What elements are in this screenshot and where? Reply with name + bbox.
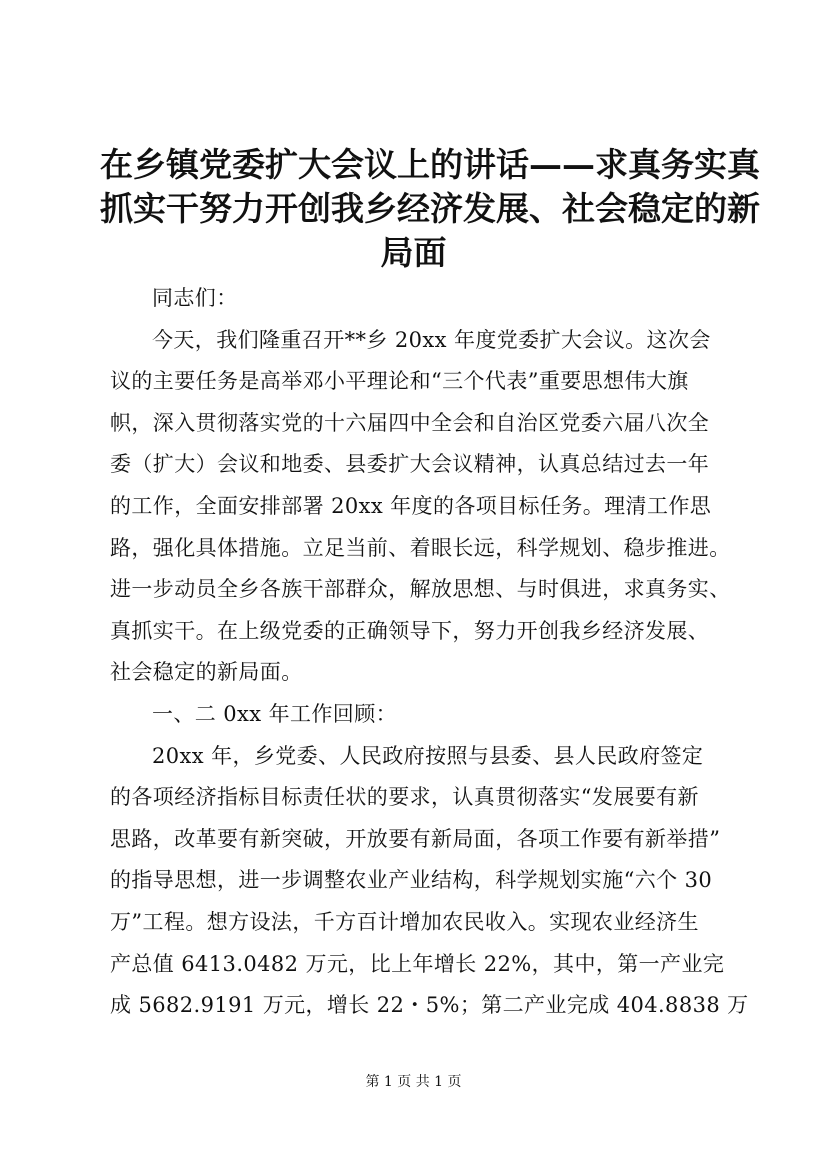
document-body — [110, 278, 749, 1027]
body-line: 思路，改革要有新突破，开放要有新局面，各项工作要有新举措” — [110, 826, 721, 851]
body-line: 20xx 年，乡党委、人民政府按照与县委、县人民政府签定 — [152, 743, 704, 768]
body-line: 的各项经济指标目标责任状的要求，认真贯彻落实“发展要有新 — [110, 785, 699, 810]
title-line-3: 局面 — [380, 233, 447, 272]
body-line: 产总值 6413.0482 万元，比上年增长 22%，其中，第一产业完 — [110, 951, 725, 976]
body-line: 的指导思想，进一步调整农业产业结构，科学规划实施“六个 30 — [110, 868, 713, 893]
body-line: 路，强化具体措施。立足当前、着眼长远，科学规划、稳步推进。 — [110, 535, 731, 560]
body-line: 今天，我们隆重召开**乡 20xx 年度党委扩大会议。这次会 — [152, 327, 711, 352]
body-line: 成 5682.9191 万元，增长 22・5%；第二产业完成 404.8838 万 — [110, 993, 749, 1018]
body-line: 的工作，全面安排部署 20xx 年度的各项目标任务。理清工作思 — [110, 493, 712, 518]
body-line: 万”工程。想方设法，千方百计增加农民收入。实现农业经济生 — [110, 909, 699, 934]
title-line-1: 在乡镇党委扩大会议上的讲话——求真务实真 — [100, 145, 760, 184]
section-heading: 一、二 0xx 年工作回顾： — [152, 701, 397, 726]
body-line: 社会稳定的新局面。 — [110, 660, 303, 685]
body-line: 进一步动员全乡各族干部群众，解放思想、与时俱进，求真务实、 — [110, 577, 731, 602]
page-footer: 第 1 页 共 1 页 — [365, 1074, 462, 1090]
title-line-2: 抓实干努力开创我乡经济发展、社会稳定的新 — [100, 189, 760, 228]
body-line: 帜，深入贯彻落实党的十六届四中全会和自治区党委六届八次全 — [110, 410, 710, 435]
salutation: 同志们： — [152, 286, 238, 310]
document-title — [100, 143, 760, 275]
body-line: 真抓实干。在上级党委的正确领导下，努力开创我乡经济发展、 — [110, 618, 710, 643]
body-line: 委（扩大）会议和地委、县委扩大会议精神，认真总结过去一年 — [110, 452, 710, 477]
body-line: 议的主要任务是高举邓小平理论和“三个代表”重要思想伟大旗 — [110, 369, 689, 394]
